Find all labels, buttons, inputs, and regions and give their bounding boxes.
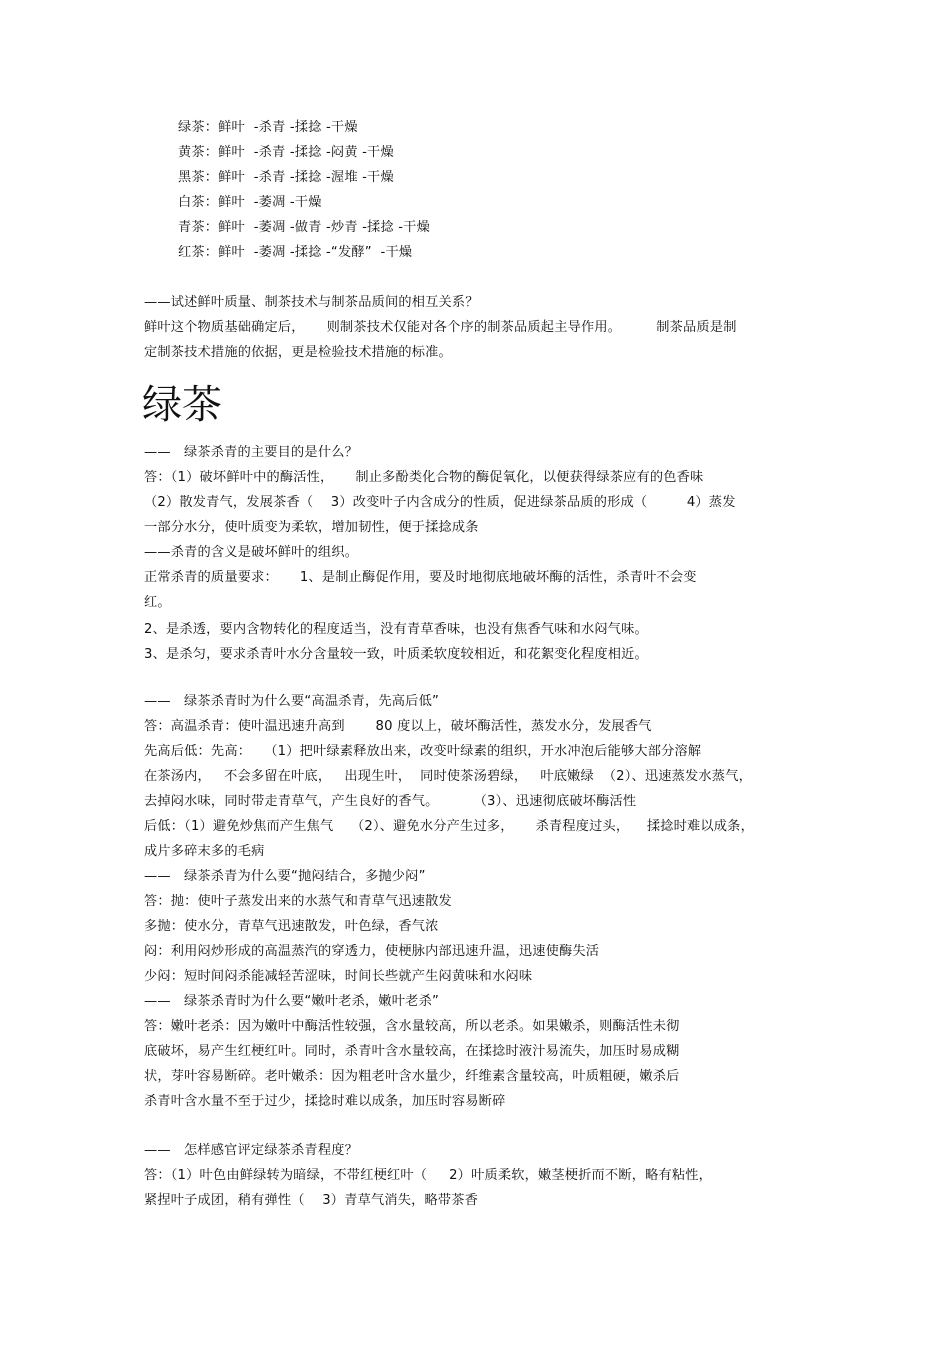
question-line: —— 绿茶杀青时为什么要“嫩叶老杀，嫩叶老杀” <box>144 994 439 1009</box>
text-line: 先高后低：先高： （1）把叶绿素释放出来，改变叶绿素的组织，开水冲泡后能够大部分溶解 <box>144 744 702 759</box>
text-line: 正常杀青的质量要求： 1、是制止酶促作用，要及时地彻底地破坏酶的活性，杀青叶不会变 <box>144 570 697 585</box>
sequence-oolong-tea: 青茶：鲜叶 -萎凋 -做青 -炒青 -揉捻 -干燥 <box>178 220 430 235</box>
text-line: 答：高温杀青：使叶温迅速升高到 80 度以上，破坏酶活性，蒸发水分，发展香气 <box>144 719 652 734</box>
text-line: 紧捏叶子成团，稍有弹性（ 3）青草气消失，略带茶香 <box>144 1193 479 1208</box>
sequence-yellow-tea: 黄茶：鲜叶 -杀青 -揉捻 -闷黄 -干燥 <box>178 145 394 160</box>
text-line: 多抛：使水分，青草气迅速散发，叶色绿，香气浓 <box>144 919 439 934</box>
text-line: 去掉闷水味，同时带走青草气，产生良好的香气。 （3）、迅速彻底破坏酶活性 <box>144 794 637 809</box>
question-line: ——杀青的含义是破坏鲜叶的组织。 <box>144 545 359 560</box>
section-title: 绿茶 <box>142 382 222 428</box>
sequence-green-tea: 绿茶：鲜叶 -杀青 -揉捻 -干燥 <box>178 120 358 135</box>
text-line: 在茶汤内， 不会多留在叶底， 出现生叶， 同时使茶汤碧绿， 叶底嫩绿 （2）、迅速蒸发水蒸气， <box>144 769 752 784</box>
sequence-black-tea: 红茶：鲜叶 -萎凋 -揉捻 -“发酵” -干燥 <box>178 245 413 260</box>
text-line: 答：抛：使叶子蒸发出来的水蒸气和青草气迅速散发 <box>144 894 452 909</box>
question-line: —— 绿茶杀青时为什么要“高温杀青，先高后低” <box>144 694 439 709</box>
intro-question: ——试述鲜叶质量、制茶技术与制茶品质间的相互关系？ <box>144 295 479 310</box>
text-line: 成片多碎末多的毛病 <box>144 844 265 859</box>
text-line: 杀青叶含水量不至于过少，揉捻时难以成条，加压时容易断碎 <box>144 1094 506 1109</box>
text-line: 底破坏，易产生红梗红叶。同时，杀青叶含水量较高，在揉捻时液汁易流失，加压时易成糊 <box>144 1044 680 1059</box>
question-line: —— 怎样感官评定绿茶杀青程度？ <box>144 1143 358 1158</box>
text-line: 后低：（1）避免炒焦而产生焦气 （2）、避免水分产生过多， 杀青程度过头， 揉捻时难以成条， <box>144 819 754 834</box>
sequence-white-tea: 白茶：鲜叶 -萎凋 -干燥 <box>178 195 322 210</box>
text-line: 2、是杀透，要内含物转化的程度适当，没有青草香味，也没有焦香气味和水闷气味。 <box>144 622 648 637</box>
text-line: 状，芽叶容易断碎。老叶嫩杀：因为粗老叶含水量少，纤维素含量较高，叶质粗硬，嫩杀后 <box>144 1069 680 1084</box>
text-line: 答：嫩叶老杀：因为嫩叶中酶活性较强，含水量较高，所以老杀。如果嫩杀，则酶活性未彻 <box>144 1019 680 1034</box>
question-line: —— 绿茶杀青的主要目的是什么？ <box>144 445 358 460</box>
text-line: 一部分水分，使叶质变为柔软，增加韧性，便于揉捻成条 <box>144 520 479 535</box>
text-line: 3、是杀匀，要求杀青叶水分含量较一致，叶质柔软度较相近，和花絮变化程度相近。 <box>144 647 648 662</box>
text-line: （2）散发青气，发展茶香（ 3）改变叶子内含成分的性质，促进绿茶品质的形成（ 4）蒸发 <box>144 495 736 510</box>
text-line: 答：（1）破坏鲜叶中的酶活性， 制止多酚类化合物的酶促氧化，以便获得绿茶应有的色香味 <box>144 470 704 485</box>
text-line: 红。 <box>144 595 171 610</box>
intro-answer-line: 定制茶技术措施的依据，更是检验技术措施的标准。 <box>144 345 452 360</box>
text-line: 答：（1）叶色由鲜绿转为暗绿，不带红梗红叶（ 2）叶质柔软，嫩茎梗折而不断，略有粘性， <box>144 1168 713 1183</box>
question-line: —— 绿茶杀青为什么要“抛闷结合，多抛少闷” <box>144 869 426 884</box>
text-line: 少闷：短时间闷杀能减轻苦涩味，时间长些就产生闷黄味和水闷味 <box>144 969 533 984</box>
intro-answer-line: 鲜叶这个物质基础确定后， 则制茶技术仅能对各个序的制茶品质起主导作用。 制茶品质是制 <box>144 320 737 335</box>
text-line: 闷：利用闷炒形成的高温蒸汽的穿透力，使梗脉内部迅速升温，迅速使酶失活 <box>144 944 600 959</box>
sequence-dark-tea: 黑茶：鲜叶 -杀青 -揉捻 -渥堆 -干燥 <box>178 170 394 185</box>
